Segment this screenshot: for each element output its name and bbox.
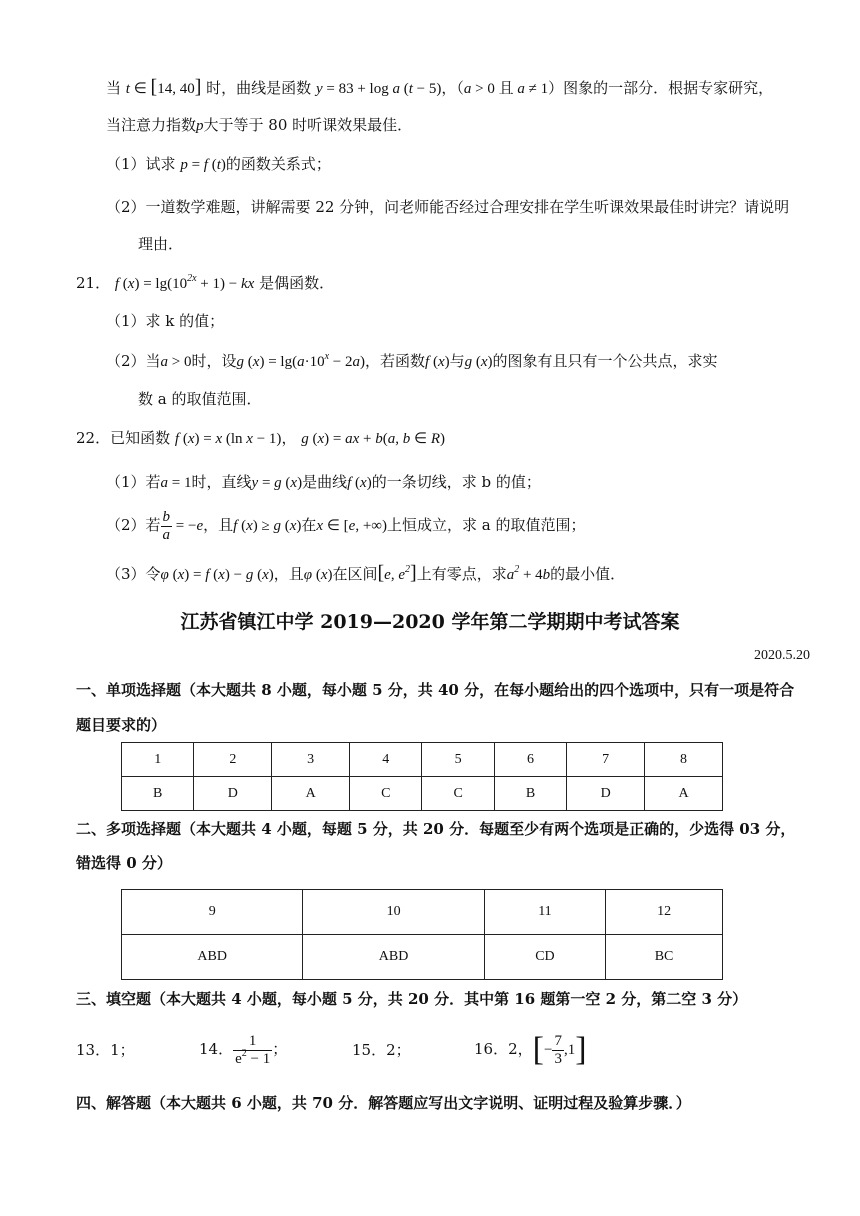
text: 16．2，: [474, 1040, 533, 1058]
fill-answer-13: [76, 1039, 135, 1061]
interval-expr: t ∈ [14, 40]: [125, 76, 202, 98]
text: 13．1；: [76, 1041, 135, 1059]
section2-heading: [76, 818, 795, 840]
cell: 3: [272, 743, 350, 777]
target-expr: $a^2 + 4b$: [506, 564, 551, 583]
cell: D: [567, 777, 645, 811]
text: 14．: [199, 1040, 234, 1058]
cell: A: [645, 777, 723, 811]
cell: C: [422, 777, 494, 811]
fill-answer-14: [199, 1026, 287, 1072]
cell: 4: [350, 743, 422, 777]
cell: BC: [606, 935, 723, 980]
cond-expr: a > 0: [160, 354, 192, 370]
curve-expr: f (x): [347, 475, 372, 491]
cell: ABD: [303, 935, 484, 980]
text: 时，设: [191, 352, 237, 370]
cell: 1: [122, 743, 194, 777]
text: 二、多项选择题（本大题共 4 小题，每题 5 分，共 20 分．每题至少有两个选项是正确的，少选得 03 分，: [76, 820, 796, 838]
cell: 2: [194, 743, 272, 777]
table-row-answers: [122, 935, 723, 980]
text: 在区间: [332, 565, 378, 583]
text: 的函数关系式；: [225, 155, 331, 173]
p22-q2: [106, 508, 585, 544]
cell: D: [194, 777, 272, 811]
table-row-numbers: [122, 890, 723, 935]
text: （3）令: [106, 565, 161, 583]
cell: C: [350, 777, 422, 811]
p21-q2-cont: [138, 388, 261, 410]
table-row-numbers: [122, 743, 723, 777]
text: 数 a 的取值范围．: [138, 390, 262, 408]
p21-q2: [106, 350, 718, 373]
b-over-a: $\frac{b}{a}$: [162, 508, 171, 543]
cell: 9: [122, 890, 303, 935]
section1-heading-cont: [76, 714, 166, 736]
p20-q1: [106, 153, 331, 176]
table-single-choice: [121, 742, 723, 811]
text: 时，直线: [191, 473, 252, 491]
text: 时，曲线是函数: [206, 79, 312, 97]
text: （1）求 k 的值；: [106, 312, 225, 330]
p20-line1: [106, 76, 773, 100]
text: 的图象有且只有一个公共点，求实: [492, 352, 718, 370]
cell: 5: [422, 743, 494, 777]
fraction-16: $\frac{7}{3}$: [554, 1032, 562, 1067]
answer-title: 江苏省镇江中学 2019—2020 学年第二学期期中考试答案: [180, 611, 680, 633]
left-bracket: [: [532, 1031, 544, 1068]
p20-q2: [106, 196, 789, 218]
section3-heading: [76, 988, 747, 1010]
table-multi-choice: [121, 889, 723, 980]
f-def: f (x) = x (ln x − 1): [174, 431, 282, 447]
problem-number: 21．: [76, 274, 111, 292]
text: 上恒成立，求 a 的取值范围；: [386, 516, 586, 534]
text: 四、解答题（本大题共 6 小题，共 70 分．解答题应写出文字说明、证明过程及验算步骤．）: [76, 1094, 691, 1112]
text: ，且: [273, 565, 304, 583]
cell: 7: [567, 743, 645, 777]
a-eq-1: a = 1: [160, 475, 192, 491]
interval-end: ,1: [563, 1042, 576, 1058]
text: 的一条切线，求 b 的值；: [371, 473, 541, 491]
eq-neg-e: = −e: [172, 518, 204, 534]
condition-expr: a > 0 且 a ≠ 1: [463, 81, 549, 97]
problem-number: 22．: [76, 429, 111, 447]
right-bracket: ]: [575, 1031, 587, 1068]
fill-answer-16: [474, 1026, 587, 1073]
text: ，若函数: [365, 352, 426, 370]
relation-expr: p = f (t): [180, 157, 226, 173]
text: 理由．: [138, 235, 184, 253]
answer-date: 2020.5.20: [754, 648, 810, 663]
cell: 8: [645, 743, 723, 777]
text: （2）一道数学难题，讲解需要 22 分钟，问老师能否经过合理安排在学生听课效果最佳时讲完？请说明: [106, 198, 790, 216]
cell: A: [272, 777, 350, 811]
text: ，（: [441, 79, 464, 97]
text: 是曲线: [302, 473, 348, 491]
text: 15．2；: [352, 1041, 411, 1059]
fill-answer-15: [352, 1039, 411, 1061]
cell: B: [122, 777, 194, 811]
text: ，且: [203, 516, 234, 534]
text: 一、单项选择题（本大题共 8 小题，每小题 5 分，共 40 分，在每小题给出的四个选项中，只有一项是符合: [76, 681, 795, 699]
fraction-14: $\frac{1}{e^2 - 1}$: [235, 1032, 271, 1067]
function-expr: f $(x) = \lg(10^{2x} + 1)$ − kx: [114, 273, 255, 292]
cell: CD: [484, 935, 605, 980]
cell: ABD: [122, 935, 303, 980]
g-def: g (x) = ax + b(a, b ∈ R): [301, 431, 446, 447]
var-p: p: [196, 118, 204, 134]
text: （1）试求: [106, 155, 176, 173]
phi-x: φ (x): [303, 567, 333, 583]
text: 上有零点，求: [416, 565, 507, 583]
p21-stmt: [76, 272, 334, 295]
text: 与: [449, 352, 465, 370]
section1-heading: [76, 679, 794, 701]
text: 的最小值．: [550, 565, 626, 583]
p20-q2-cont: [138, 233, 183, 255]
text: 是偶函数．: [259, 274, 335, 292]
text: 已知函数: [110, 429, 171, 447]
text: （2）若: [106, 516, 161, 534]
g-of-x: g (x): [464, 354, 493, 370]
p22-stmt: 22．已知函数 f (x) = x (ln x − 1)， g (x) = ax + b(a, b ∈ R): [76, 429, 446, 447]
text: 当: [106, 79, 122, 97]
text: 在: [301, 516, 317, 534]
ineq-expr: f (x) ≥ g (x): [233, 518, 302, 534]
cell: 12: [606, 890, 723, 935]
cell: B: [494, 777, 566, 811]
text: 三、填空题（本大题共 4 小题，每小题 5 分，共 20 分．其中第 16 题第一空 2 分，第二空 3 分）: [76, 990, 748, 1008]
g-expr: g $(x) = \lg(a\cdot 10^x - 2a)$: [236, 351, 365, 370]
cell: 6: [494, 743, 566, 777]
domain-expr: x ∈ [e, +∞): [316, 518, 387, 534]
function-expr: y = 83 + log a (t − 5): [315, 81, 442, 97]
text: 大于等于 80 时听课效果最佳．: [203, 116, 413, 134]
text: ）图象的一部分．根据专家研究，: [548, 79, 774, 97]
text: 错选得 0 分）: [76, 854, 172, 872]
p22-q3: [106, 562, 625, 586]
text: （1）若: [106, 473, 161, 491]
p21-q1: [106, 310, 224, 332]
section2-heading-cont: [76, 852, 172, 874]
section4-heading: [76, 1092, 691, 1114]
table-row-answers: [122, 777, 723, 811]
text: （2）当: [106, 352, 161, 370]
p22-q1: [106, 471, 541, 494]
interval-e: [e, $e^2$]: [377, 562, 417, 584]
text: ；: [272, 1040, 288, 1058]
text: 当注意力指数: [106, 116, 197, 134]
minus-sign: −: [543, 1042, 553, 1058]
cell: 11: [484, 890, 605, 935]
text: 题目要求的）: [76, 716, 167, 734]
cell: 10: [303, 890, 484, 935]
line-expr: y = g (x): [251, 475, 303, 491]
p20-line2: [106, 114, 412, 137]
phi-def: φ (x) = f (x) − g (x): [160, 567, 274, 583]
f-of-x: f (x): [425, 354, 450, 370]
